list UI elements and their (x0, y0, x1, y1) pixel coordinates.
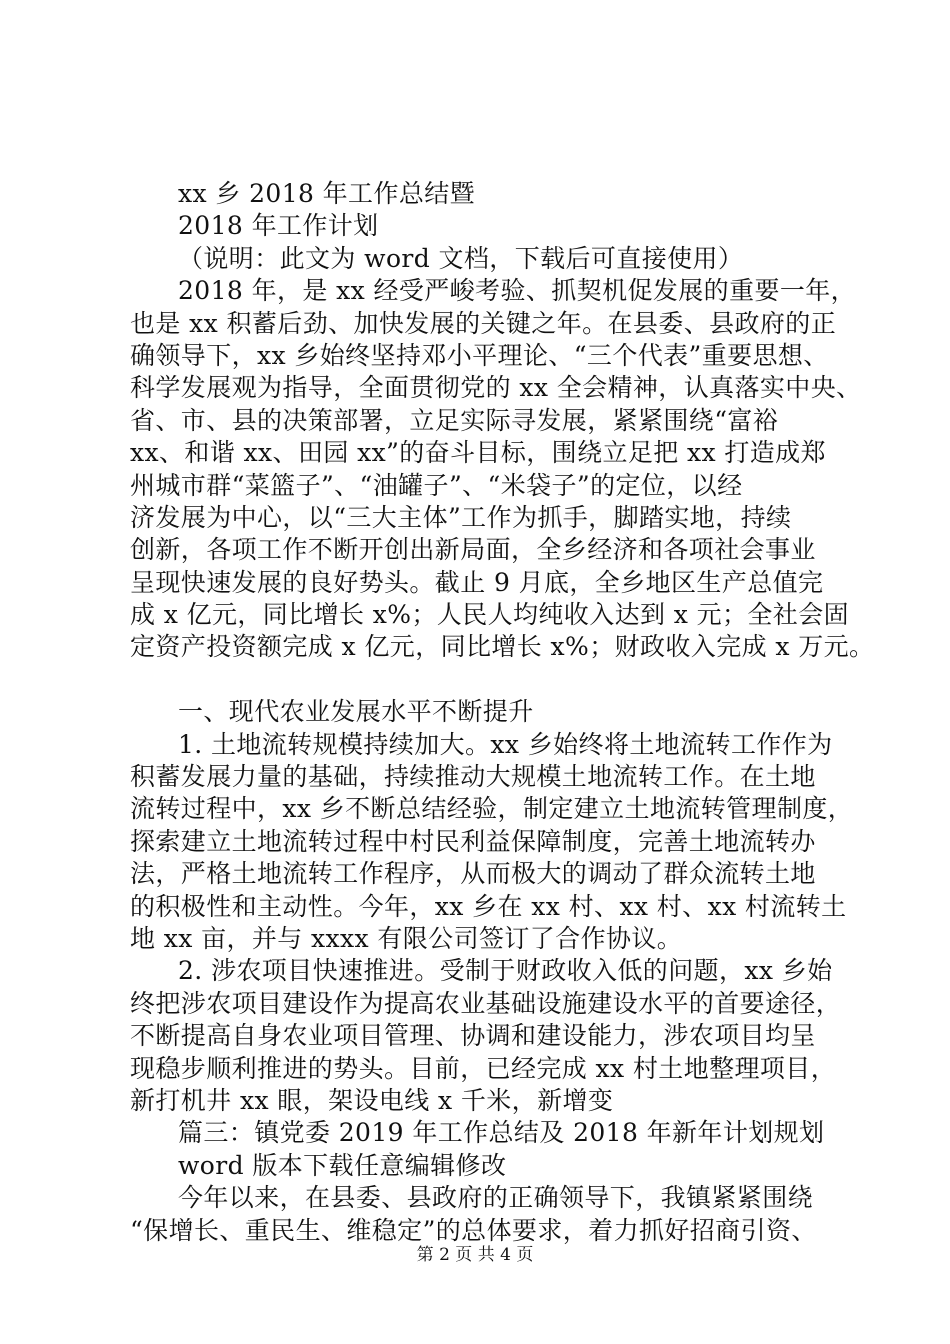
text-line: 确领导下，xx 乡始终坚持邓小平理论、“三个代表”重要思想、 (130, 340, 829, 370)
text-line: （说明：此文为 word 文档，下载后可直接使用） (178, 243, 744, 273)
text-line: 省、市、县的决策部署，立足实际寻发展，紧紧围绕“富裕 (130, 405, 779, 435)
text-line: 也是 xx 积蓄后劲、加快发展的关键之年。在县委、县政府的正 (130, 308, 837, 338)
text-line: 积蓄发展力量的基础，持续推动大规模土地流转工作。在土地 (130, 762, 816, 792)
text-line: 创新，各项工作不断开创出新局面，全乡经济和各项社会事业 (130, 535, 816, 565)
blank-line (130, 664, 855, 696)
text-line: “保增长、重民生、维稳定”的总体要求，着力抓好招商引资、 (130, 1215, 817, 1245)
text-line: 流转过程中，xx 乡不断总结经验，制定建立土地流转管理制度， (130, 794, 854, 824)
text-line: 新打机井 xx 眼，架设电线 x 千米，新增变 (130, 1085, 614, 1115)
text-line: 一、现代农业发展水平不断提升 (178, 697, 534, 727)
text-line: 今年以来，在县委、县政府的正确领导下，我镇紧紧围绕 (178, 1183, 814, 1213)
text-line: 不断提高自身农业项目管理、协调和建设能力，涉农项目均呈 (130, 1021, 816, 1051)
text-line: 现稳步顺利推进的势头。目前，已经完成 xx 村土地整理项目， (130, 1053, 837, 1083)
text-line: 2. 涉农项目快速推进。受制于财政收入低的问题，xx 乡始 (178, 956, 833, 986)
text-line: 科学发展观为指导，全面贯彻党的 xx 全会精神，认真落实中央、 (130, 373, 862, 403)
text-line: xx、和谐 xx、田园 xx”的奋斗目标，围绕立足把 xx 打造成郑 (130, 438, 826, 468)
text-line: 探索建立土地流转过程中村民利益保障制度，完善土地流转办 (130, 826, 816, 856)
text-line: xx 乡 2018 年工作总结暨 (178, 179, 476, 208)
text-line: 法，严格土地流转工作程序，从而极大的调动了群众流转土地 (130, 859, 816, 889)
document-body (130, 178, 875, 1247)
text-line: 终把涉农项目建设作为提高农业基础设施建设水平的首要途径， (130, 988, 842, 1018)
text-line: 成 x 亿元，同比增长 x%；人民人均纯收入达到 x 元；全社会固 (130, 600, 849, 630)
text-line: 州城市群“菜篮子”、“油罐子”、“米袋子”的定位，以经 (130, 470, 743, 500)
text-line: 2018 年工作计划 (178, 211, 379, 241)
text-line: word 版本下载任意编辑修改 (178, 1150, 507, 1180)
text-line: 呈现快速发展的良好势头。截止 9 月底，全乡地区生产总值完 (130, 567, 824, 597)
text-line: 1. 土地流转规模持续加大。xx 乡始终将土地流转工作作为 (178, 729, 833, 759)
text-line: 篇三：镇党委 2019 年工作总结及 2018 年新年计划规划 (178, 1118, 825, 1148)
text-line: 济发展为中心，以“三大主体”工作为抓手，脚踏实地，持续 (130, 502, 792, 532)
text-line: 地 xx 亩，并与 xxxx 有限公司签订了合作协议。 (130, 923, 683, 953)
text-line: 的积极性和主动性。今年，xx 乡在 xx 村、xx 村、xx 村流转土 (130, 891, 847, 921)
text-line: 定资产投资额完成 x 亿元，同比增长 x%；财政收入完成 x 万元。 (130, 632, 875, 662)
text-line: 2018 年，是 xx 经受严峻考验、抓契机促发展的重要一年， (178, 276, 857, 306)
page-footer: 第 2 页 共 4 页 (416, 1245, 534, 1265)
